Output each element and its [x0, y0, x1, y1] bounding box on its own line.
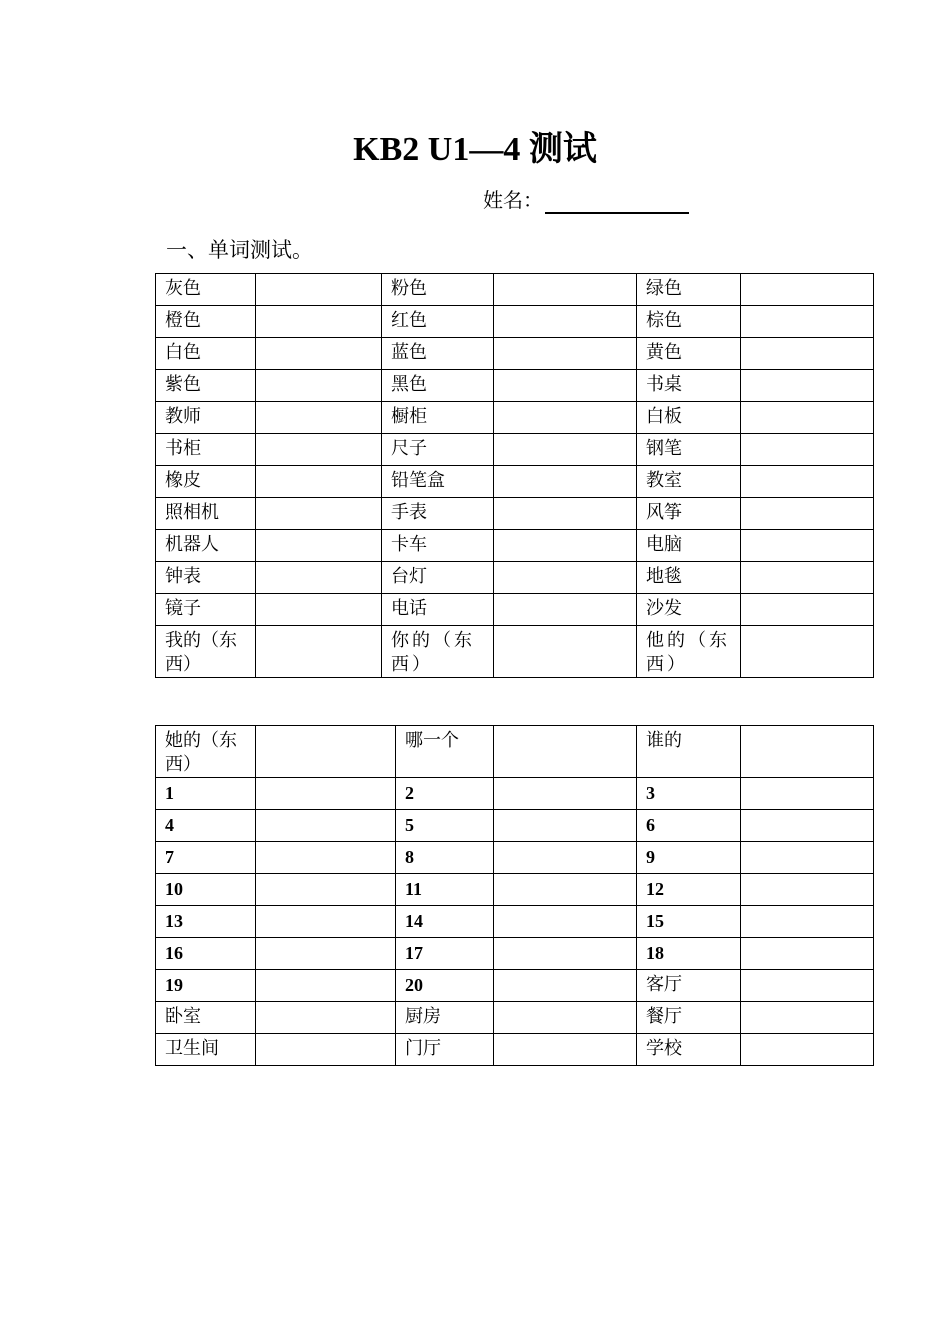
- word-prompt: 厨房: [396, 1002, 494, 1034]
- word-prompt: 他的（东西）: [637, 626, 741, 678]
- table-row: [156, 338, 874, 370]
- answer-cell[interactable]: [741, 434, 874, 466]
- name-label: 姓名：: [483, 188, 543, 212]
- answer-cell[interactable]: [494, 726, 637, 778]
- word-prompt: 20: [396, 970, 494, 1002]
- answer-cell[interactable]: [256, 626, 382, 678]
- answer-cell[interactable]: [741, 1002, 874, 1034]
- name-blank[interactable]: [545, 190, 689, 214]
- word-prompt: 紫色: [156, 370, 256, 402]
- table-row: [156, 370, 874, 402]
- word-prompt: 13: [156, 906, 256, 938]
- word-prompt: 卧室: [156, 1002, 256, 1034]
- answer-cell[interactable]: [741, 938, 874, 970]
- word-prompt: 灰色: [156, 274, 256, 306]
- answer-cell[interactable]: [256, 434, 382, 466]
- word-prompt: 门厅: [396, 1034, 494, 1066]
- table-row: [156, 626, 874, 678]
- answer-cell[interactable]: [256, 842, 396, 874]
- answer-cell[interactable]: [256, 498, 382, 530]
- word-prompt: 教室: [637, 466, 741, 498]
- answer-cell[interactable]: [256, 778, 396, 810]
- word-prompt: 我的（东西）: [156, 626, 256, 678]
- answer-cell[interactable]: [256, 726, 396, 778]
- vocab-table-2-body: [156, 726, 874, 1066]
- answer-cell[interactable]: [494, 778, 637, 810]
- answer-cell[interactable]: [741, 370, 874, 402]
- word-prompt: 11: [396, 874, 494, 906]
- answer-cell[interactable]: [494, 402, 637, 434]
- word-prompt: 9: [637, 842, 741, 874]
- answer-cell[interactable]: [741, 274, 874, 306]
- word-prompt: 10: [156, 874, 256, 906]
- word-prompt: 6: [637, 810, 741, 842]
- word-prompt: 照相机: [156, 498, 256, 530]
- word-prompt: 5: [396, 810, 494, 842]
- table-row: [156, 906, 874, 938]
- answer-cell[interactable]: [494, 906, 637, 938]
- word-prompt: 沙发: [637, 594, 741, 626]
- table-row: [156, 970, 874, 1002]
- table-row: [156, 434, 874, 466]
- answer-cell[interactable]: [741, 970, 874, 1002]
- page-title: KB2 U1—4 测试: [353, 131, 597, 168]
- answer-cell[interactable]: [741, 906, 874, 938]
- word-prompt: 粉色: [382, 274, 494, 306]
- word-prompt: 15: [637, 906, 741, 938]
- answer-cell[interactable]: [256, 370, 382, 402]
- answer-cell[interactable]: [741, 874, 874, 906]
- section-heading-vocab-test: 一、单词测试。: [166, 238, 313, 262]
- word-prompt: 7: [156, 842, 256, 874]
- table-row: [156, 274, 874, 306]
- answer-cell[interactable]: [256, 1002, 396, 1034]
- answer-cell[interactable]: [741, 530, 874, 562]
- answer-cell[interactable]: [256, 306, 382, 338]
- table-row: [156, 1002, 874, 1034]
- table-row: [156, 594, 874, 626]
- word-prompt: 黑色: [382, 370, 494, 402]
- answer-cell[interactable]: [494, 842, 637, 874]
- answer-cell[interactable]: [256, 338, 382, 370]
- answer-cell[interactable]: [256, 466, 382, 498]
- table-row: [156, 466, 874, 498]
- answer-cell[interactable]: [256, 562, 382, 594]
- answer-cell[interactable]: [494, 370, 637, 402]
- answer-cell[interactable]: [256, 402, 382, 434]
- word-prompt: 蓝色: [382, 338, 494, 370]
- word-prompt: 4: [156, 810, 256, 842]
- vocab-table-1-body: [156, 274, 874, 678]
- word-prompt: 客厅: [637, 970, 741, 1002]
- table-row: [156, 938, 874, 970]
- answer-cell[interactable]: [741, 842, 874, 874]
- word-prompt: 钟表: [156, 562, 256, 594]
- word-prompt: 橱柜: [382, 402, 494, 434]
- answer-cell[interactable]: [741, 594, 874, 626]
- answer-cell[interactable]: [741, 1034, 874, 1066]
- table-row: [156, 874, 874, 906]
- answer-cell[interactable]: [256, 594, 382, 626]
- word-prompt: 绿色: [637, 274, 741, 306]
- answer-cell[interactable]: [256, 938, 396, 970]
- answer-cell[interactable]: [741, 726, 874, 778]
- word-prompt: 棕色: [637, 306, 741, 338]
- word-prompt: 红色: [382, 306, 494, 338]
- word-prompt: 电话: [382, 594, 494, 626]
- answer-cell[interactable]: [256, 530, 382, 562]
- word-prompt: 书桌: [637, 370, 741, 402]
- word-prompt: 餐厅: [637, 1002, 741, 1034]
- answer-cell[interactable]: [256, 1034, 396, 1066]
- vocab-table-1: [155, 273, 874, 678]
- table-row: [156, 530, 874, 562]
- word-prompt: 17: [396, 938, 494, 970]
- word-prompt: 谁的: [637, 726, 741, 778]
- word-prompt: 白色: [156, 338, 256, 370]
- word-prompt: 14: [396, 906, 494, 938]
- answer-cell[interactable]: [741, 306, 874, 338]
- answer-cell[interactable]: [741, 562, 874, 594]
- word-prompt: 黄色: [637, 338, 741, 370]
- table-row: [156, 562, 874, 594]
- answer-cell[interactable]: [741, 498, 874, 530]
- table-row: [156, 306, 874, 338]
- vocab-table-2: [155, 725, 874, 1066]
- word-prompt: 地毯: [637, 562, 741, 594]
- table-row: [156, 1034, 874, 1066]
- answer-cell[interactable]: [494, 498, 637, 530]
- word-prompt: 铅笔盒: [382, 466, 494, 498]
- answer-cell[interactable]: [494, 1034, 637, 1066]
- word-prompt: 8: [396, 842, 494, 874]
- answer-cell[interactable]: [741, 810, 874, 842]
- word-prompt: 你的（东西）: [382, 626, 494, 678]
- word-prompt: 白板: [637, 402, 741, 434]
- answer-cell[interactable]: [741, 338, 874, 370]
- word-prompt: 19: [156, 970, 256, 1002]
- name-field: [483, 186, 689, 214]
- word-prompt: 橡皮: [156, 466, 256, 498]
- table-row: [156, 498, 874, 530]
- answer-cell[interactable]: [494, 306, 637, 338]
- answer-cell[interactable]: [494, 274, 637, 306]
- answer-cell[interactable]: [494, 434, 637, 466]
- answer-cell[interactable]: [494, 562, 637, 594]
- answer-cell[interactable]: [256, 810, 396, 842]
- answer-cell[interactable]: [494, 594, 637, 626]
- word-prompt: 尺子: [382, 434, 494, 466]
- answer-cell[interactable]: [741, 402, 874, 434]
- answer-cell[interactable]: [494, 530, 637, 562]
- answer-cell[interactable]: [741, 626, 874, 678]
- word-prompt: 教师: [156, 402, 256, 434]
- word-prompt: 书柜: [156, 434, 256, 466]
- answer-cell[interactable]: [494, 626, 637, 678]
- answer-cell[interactable]: [494, 1002, 637, 1034]
- word-prompt: 卡车: [382, 530, 494, 562]
- table-row: [156, 726, 874, 778]
- table-row: [156, 842, 874, 874]
- answer-cell[interactable]: [494, 338, 637, 370]
- answer-cell[interactable]: [494, 466, 637, 498]
- answer-cell[interactable]: [256, 274, 382, 306]
- table-row: [156, 778, 874, 810]
- word-prompt: 她的（东西）: [156, 726, 256, 778]
- answer-cell[interactable]: [256, 874, 396, 906]
- word-prompt: 学校: [637, 1034, 741, 1066]
- word-prompt: 台灯: [382, 562, 494, 594]
- word-prompt: 16: [156, 938, 256, 970]
- word-prompt: 钢笔: [637, 434, 741, 466]
- table-row: [156, 810, 874, 842]
- answer-cell[interactable]: [494, 970, 637, 1002]
- word-prompt: 12: [637, 874, 741, 906]
- answer-cell[interactable]: [741, 466, 874, 498]
- word-prompt: 机器人: [156, 530, 256, 562]
- word-prompt: 2: [396, 778, 494, 810]
- answer-cell[interactable]: [494, 938, 637, 970]
- word-prompt: 3: [637, 778, 741, 810]
- answer-cell[interactable]: [494, 810, 637, 842]
- answer-cell[interactable]: [256, 970, 396, 1002]
- word-prompt: 风筝: [637, 498, 741, 530]
- answer-cell[interactable]: [494, 874, 637, 906]
- answer-cell[interactable]: [741, 778, 874, 810]
- table-row: [156, 402, 874, 434]
- word-prompt: 手表: [382, 498, 494, 530]
- word-prompt: 1: [156, 778, 256, 810]
- word-prompt: 电脑: [637, 530, 741, 562]
- word-prompt: 卫生间: [156, 1034, 256, 1066]
- word-prompt: 镜子: [156, 594, 256, 626]
- word-prompt: 18: [637, 938, 741, 970]
- word-prompt: 橙色: [156, 306, 256, 338]
- answer-cell[interactable]: [256, 906, 396, 938]
- word-prompt: 哪一个: [396, 726, 494, 778]
